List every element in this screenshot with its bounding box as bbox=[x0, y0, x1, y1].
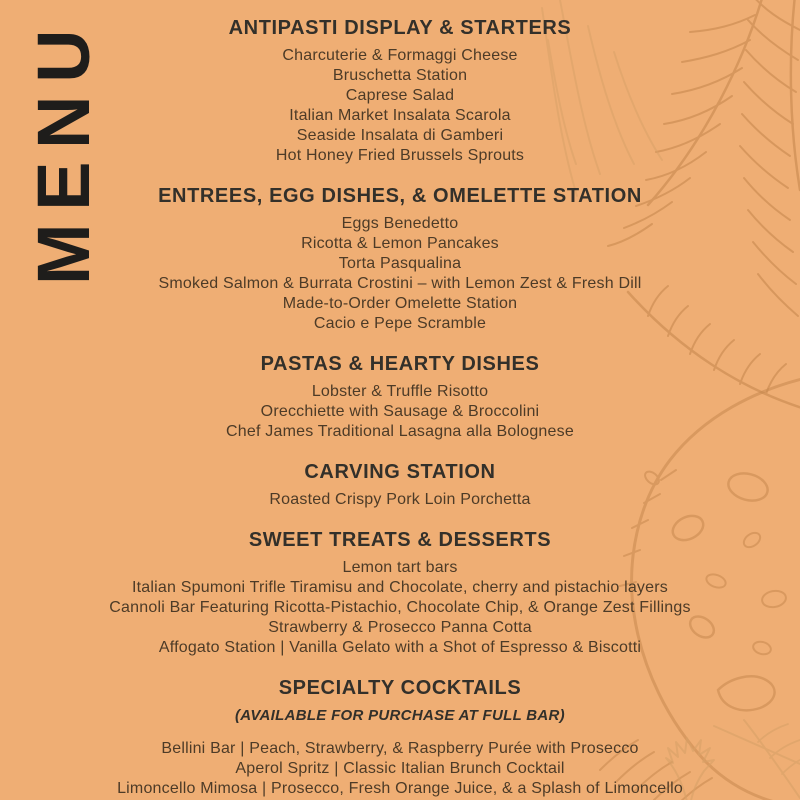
section-title: PASTAS & HEARTY DISHES bbox=[260, 353, 540, 375]
menu-item: Cannoli Bar Featuring Ricotta-Pistachio, Chocolate Chip, & Orange Zest Fillings bbox=[109, 599, 691, 616]
menu-item: Hot Honey Fried Brussels Sprouts bbox=[275, 147, 525, 164]
menu-item: Eggs Benedetto bbox=[341, 215, 459, 232]
section-items bbox=[60, 214, 740, 334]
menu-item: Chef James Traditional Lasagna alla Bolognese bbox=[226, 423, 574, 440]
menu-item: Smoked Salmon & Burrata Crostini – with Lemon Zest & Fresh Dill bbox=[158, 275, 642, 292]
menu-item: Made-to-Order Omelette Station bbox=[282, 295, 518, 312]
section-items bbox=[60, 739, 740, 799]
section-title: SPECIALTY COCKTAILS bbox=[278, 677, 522, 699]
menu-item: Torta Pasqualina bbox=[338, 255, 462, 272]
section-items bbox=[60, 490, 740, 510]
menu-item: Affogato Station | Vanilla Gelato with a Shot of Espresso & Biscotti bbox=[158, 639, 642, 656]
section-title: SWEET TREATS & DESSERTS bbox=[248, 529, 552, 551]
menu-content bbox=[60, 17, 740, 800]
menu-section bbox=[60, 17, 740, 166]
section-items bbox=[60, 382, 740, 442]
menu-item: Italian Spumoni Trifle Tiramisu and Chocolate, cherry and pistachio layers bbox=[132, 579, 668, 596]
menu-item: Charcuterie & Formaggi Cheese bbox=[282, 47, 518, 64]
menu-section bbox=[60, 185, 740, 334]
menu-item: Cacio e Pepe Scramble bbox=[313, 315, 487, 332]
menu-item: Orecchiette with Sausage & Broccolini bbox=[260, 403, 540, 420]
menu-section bbox=[60, 677, 740, 799]
section-items bbox=[60, 558, 740, 658]
menu-item: Roasted Crispy Pork Loin Porchetta bbox=[269, 491, 531, 508]
menu-vertical-title: MENU bbox=[22, 16, 105, 286]
menu-item: Caprese Salad bbox=[345, 87, 455, 104]
section-title: ANTIPASTI DISPLAY & STARTERS bbox=[228, 17, 572, 39]
menu-section bbox=[60, 353, 740, 442]
menu-section bbox=[60, 529, 740, 658]
section-items bbox=[60, 46, 740, 166]
section-subtitle: (AVAILABLE FOR PURCHASE AT FULL BAR) bbox=[235, 707, 565, 724]
menu-item: Aperol Spritz | Classic Italian Brunch Cocktail bbox=[235, 760, 565, 777]
menu-item: Bruschetta Station bbox=[332, 67, 468, 84]
menu-item: Limoncello Mimosa | Prosecco, Fresh Orange Juice, & a Splash of Limoncello bbox=[117, 780, 683, 797]
section-title: CARVING STATION bbox=[304, 461, 496, 483]
menu-item: Italian Market Insalata Scarola bbox=[289, 107, 511, 124]
menu-item: Lemon tart bars bbox=[342, 559, 458, 576]
menu-item: Ricotta & Lemon Pancakes bbox=[301, 235, 499, 252]
menu-section bbox=[60, 461, 740, 510]
menu-item: Lobster & Truffle Risotto bbox=[311, 383, 489, 400]
section-title: ENTREES, EGG DISHES, & OMELETTE STATION bbox=[158, 185, 642, 207]
menu-item: Bellini Bar | Peach, Strawberry, & Raspberry Purée with Prosecco bbox=[161, 740, 639, 757]
menu-item: Seaside Insalata di Gamberi bbox=[296, 127, 504, 144]
menu-item: Strawberry & Prosecco Panna Cotta bbox=[268, 619, 532, 636]
